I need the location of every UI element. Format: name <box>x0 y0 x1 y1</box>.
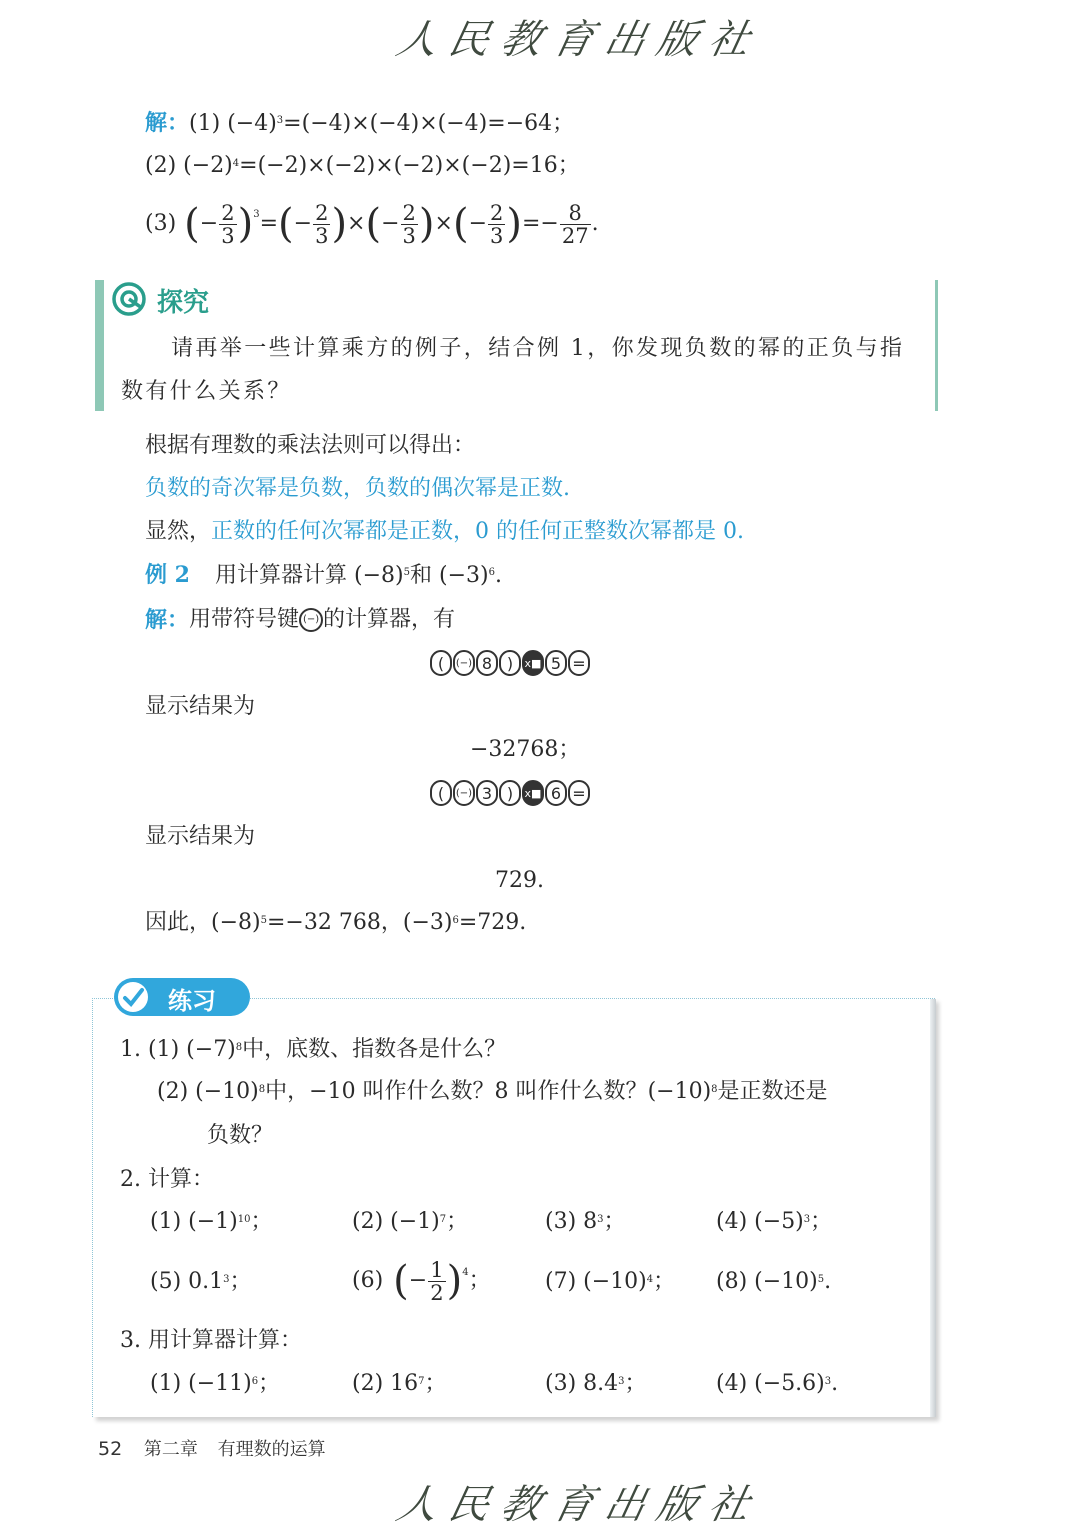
key-open-paren: ( <box>430 650 452 676</box>
q2-item-6: (6) ( − $\frac{1}{2}$ ) $^4$ ； <box>352 1257 491 1305</box>
obviously-prefix: 显然， <box>145 519 212 544</box>
q2-heading: 2. 计算： <box>120 1167 215 1192</box>
solution1-part3: (3) ( − $\frac{2}{3}$ ) $^3$ = ( − $\frac{2}{3}$ ) × ( − $\frac{2}{3}$ ) × ( − $\frac{2}{3}$ ) =− $\frac{8}{27}$ . <box>145 200 599 248</box>
expr-exp: 3 <box>253 209 260 220</box>
q2-item-3: (3) $8^3$； <box>545 1209 626 1234</box>
key-digit: 6 <box>545 780 567 806</box>
key-digit: 3 <box>476 780 498 806</box>
q3-heading: 3. 用计算器计算： <box>120 1328 303 1353</box>
negative-key-icon: (−) <box>299 608 323 632</box>
display-label-2: 显示结果为 <box>145 824 256 849</box>
solution1-part1 <box>145 108 574 139</box>
pencil-check-icon <box>116 980 150 1014</box>
key-close-paren: ) <box>499 780 521 806</box>
q1-part1: 1. (1) $(-7)^8$中，底数、指数各是什么？ <box>120 1037 507 1062</box>
rule-negative-powers: 负数的奇次幂是负数，负数的偶次幂是正数. <box>145 476 570 501</box>
practice-tab <box>114 978 250 1016</box>
q1-part2-cont: 负数？ <box>207 1123 274 1148</box>
expr-rest: =(−4)×(−4)×(−4)=−64； <box>283 111 575 136</box>
solution-label: 解： <box>145 607 190 633</box>
part-prefix: (1) <box>189 111 221 136</box>
expr-base: (−4) <box>227 111 277 136</box>
q3-item-3: (3) $8.4^3$； <box>545 1371 647 1396</box>
display-result-1: −32768； <box>470 737 581 762</box>
key-sequence-1 <box>430 650 590 676</box>
q3-item-4: (4) $(-5.6)^3$. <box>716 1371 839 1396</box>
chapter-title: 有理数的运算 <box>217 1439 326 1460</box>
example-text: 用计算器计算 <box>214 563 347 588</box>
display-label-1: 显示结果为 <box>145 694 256 719</box>
publisher-watermark-bottom: 人民教育出版社 <box>392 1482 767 1528</box>
q2-item-1: (1) $(-1)^{10}$； <box>150 1209 273 1234</box>
part-prefix: (2) <box>145 153 177 178</box>
key-sequence-2 <box>430 780 590 806</box>
key-equals: = <box>568 780 590 806</box>
explore-icon <box>112 282 146 316</box>
explore-left-bar <box>95 280 104 411</box>
explore-text-line1: 请再举一些计算乘方的例子，结合例 1，你发现负数的幂的正负与指 <box>171 336 905 361</box>
key-digit: 8 <box>476 650 498 676</box>
q2-item-8: (8) $(-10)^5$. <box>716 1269 832 1294</box>
expr-rest: =(−2)×(−2)×(−2)×(−2)=16； <box>239 153 580 178</box>
expr-base: (−2) <box>183 153 233 178</box>
publisher-watermark-top: 人民教育出版社 <box>392 17 767 63</box>
expr-exp: 4 <box>232 158 240 169</box>
practice-title: 练习 <box>168 987 216 1015</box>
page-number: 52 <box>98 1438 123 1460</box>
solution2-intro: 解： 用带符号键 (−) 的计算器，有 <box>145 607 456 633</box>
expr-exp: 3 <box>276 115 284 126</box>
practice-box-shadow <box>930 999 936 1417</box>
solution-label: 解： <box>145 110 190 136</box>
example-label: 例 2 <box>145 562 190 588</box>
key-negative: (−) <box>453 780 475 806</box>
q3-item-1: (1) $(-11)^6$； <box>150 1371 281 1396</box>
solution2-conclusion: 因此，$(-8)^5=-32$ 768，$(-3)^6=729$. <box>145 910 527 935</box>
explore-section <box>95 280 938 410</box>
key-power: x■ <box>522 780 544 806</box>
explore-right-bar <box>935 280 938 411</box>
q2-item-4: (4) $(-5)^3$； <box>716 1209 833 1234</box>
key-digit: 5 <box>545 650 567 676</box>
result-fraction: $\frac{8}{27}$ <box>561 200 589 248</box>
q1-part2: (2) $(-10)^8$中，−10 叫作什么数？8 叫作什么数？$(-10)^8$是正数还是 <box>157 1079 828 1104</box>
rule-positive-powers: 正数的任何次幂都是正数，0 的任何正整数次幂都是 0. <box>211 519 744 544</box>
rule-positive-powers-line <box>145 517 744 547</box>
q2-item-5: (5) $0.1^3$； <box>150 1269 252 1294</box>
conclusion-intro: 根据有理数的乘法法则可以得出： <box>145 433 476 458</box>
explore-text-line2: 数有什么关系？ <box>121 379 292 404</box>
page-footer <box>98 1435 326 1461</box>
example2-statement: 例 2 用计算器计算 $(-8)^5$和 $(-3)^6$. <box>145 562 502 588</box>
key-open-paren: ( <box>430 780 452 806</box>
q3-item-2: (2) $16^7$； <box>352 1371 447 1396</box>
key-close-paren: ) <box>499 650 521 676</box>
explore-title: 探究 <box>157 288 210 318</box>
fraction: $\frac{2}{3}$ <box>221 200 235 248</box>
q2-item-7: (7) $(-10)^4$； <box>545 1269 676 1294</box>
key-power: x■ <box>522 650 544 676</box>
q2-item-2: (2) $(-1)^7$； <box>352 1209 469 1234</box>
chapter-label: 第二章 <box>143 1439 198 1460</box>
part-prefix: (3) <box>145 211 177 236</box>
key-negative: (−) <box>453 650 475 676</box>
key-equals: = <box>568 650 590 676</box>
solution1-part2 <box>145 151 580 181</box>
display-result-2: 729. <box>495 868 544 893</box>
